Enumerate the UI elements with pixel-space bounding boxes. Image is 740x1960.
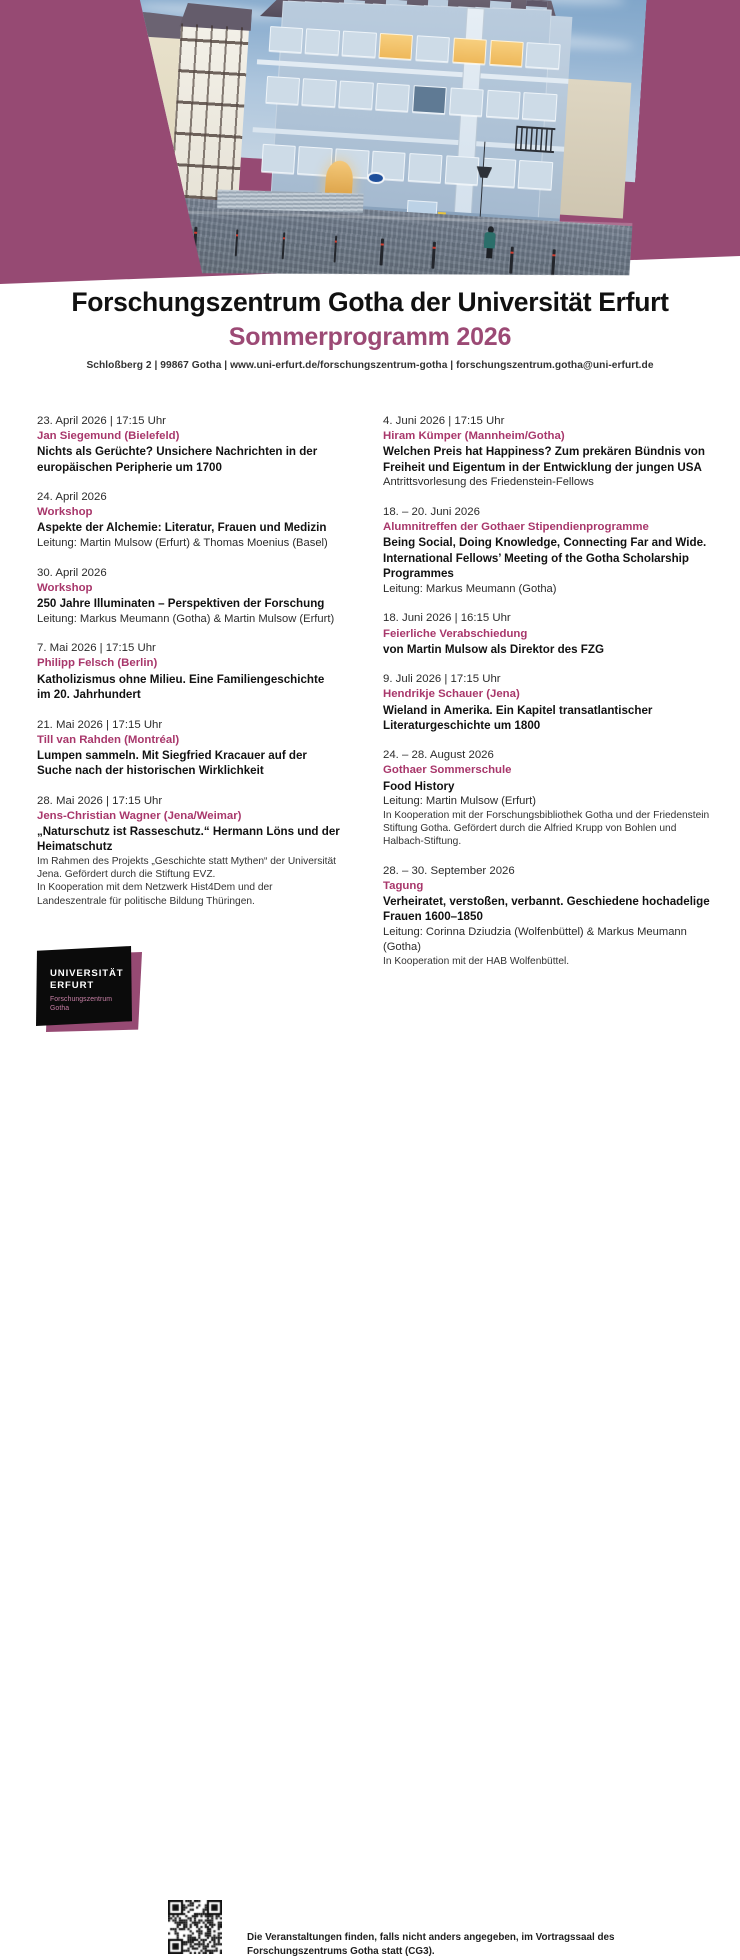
event-title: Lumpen sammeln. Mit Siegfried Kracauer auf der Suche nach der historischen Wirklichkeit — [37, 748, 307, 778]
event-date: 4. Juni 2026 | 17:15 Uhr — [383, 415, 505, 427]
event-entry — [37, 794, 340, 908]
event-title: Food History — [383, 779, 455, 793]
event-title: „Naturschutz ist Rasseschutz.“ Hermann Löns und der Heimatschutz — [37, 825, 340, 854]
event-lead: Leitung: Corinna Dziudzia (Wolfenbüttel) & Markus Meumann (Gotha) — [383, 925, 687, 953]
event-speaker: Feierliche Verabschiedung — [383, 627, 528, 640]
venue-note: Die Veranstaltungen finden, falls nicht anders angegeben, im Vortragssaal des Forschungszentrums Gotha statt (CG3). — [247, 1932, 615, 1958]
event-title: Katholizismus ohne Milieu. Eine Familiengeschichte im 20. Jahrhundert — [37, 672, 325, 702]
event-title: Verheiratet, verstoßen, verbannt. Geschiedene hochadelige Frauen 1600–1850 — [383, 895, 710, 924]
right-column — [350, 414, 740, 983]
title-block — [0, 284, 740, 371]
event-date: 28. Mai 2026 | 17:15 Uhr — [37, 794, 163, 807]
event-date: 24. – 28. August 2026 — [383, 749, 494, 762]
event-title: Aspekte der Alchemie: Literatur, Frauen und Medizin — [37, 521, 327, 535]
event-date: 21. Mai 2026 | 17:15 Uhr — [37, 718, 163, 731]
event-title: Wieland in Amerika. Ein Kapitel transatlantischer Literaturgeschichte um 1800 — [383, 703, 653, 732]
event-note: In Kooperation mit der Forschungsbibliothek Gotha und der Friedenstein Stiftung Gotha. Gefördert durch die Alfried Krupp von Bohlen und Halbach-Stiftung. — [383, 809, 710, 848]
footer — [0, 938, 740, 1958]
event-speaker: Jens-Christian Wagner (Jena/Weimar) — [37, 809, 242, 822]
event-speaker: Tagung — [383, 879, 424, 892]
event-speaker: Workshop — [37, 581, 93, 594]
university-logo[interactable] — [36, 946, 144, 1034]
event-title: von Martin Mulsow als Direktor des FZG — [383, 642, 604, 656]
event-lead: Leitung: Martin Mulsow (Erfurt) — [383, 795, 536, 808]
event-entry — [37, 641, 340, 702]
event-date: 9. Juli 2026 | 17:15 Uhr — [383, 673, 501, 686]
event-entry — [37, 718, 340, 779]
event-speaker: Jan Siegemund (Bielefeld) — [37, 430, 180, 443]
page-title: Forschungszentrum Gotha der Universität Erfurt — [71, 287, 669, 317]
event-entry — [37, 414, 340, 475]
event-entry — [383, 611, 718, 657]
event-note: Im Rahmen des Projekts „Geschichte statt Mythen“ der Universität Jena. Gefördert durch die Stiftung EVZ. In Kooperation mit dem Netzwerk Hist4Dem und der Landeszentrale für politische Bildung Thüringen. — [37, 855, 336, 907]
event-speaker: Hiram Kümper (Mannheim/Gotha) — [383, 430, 565, 443]
event-speaker: Philipp Felsch (Berlin) — [37, 657, 158, 670]
event-speaker: Gothaer Sommerschule — [383, 764, 512, 777]
event-date: 7. Mai 2026 | 17:15 Uhr — [37, 642, 156, 655]
event-date: 18. Juni 2026 | 16:15 Uhr — [383, 612, 511, 625]
event-lead: Antrittsvorlesung des Friedenstein-Fellows — [383, 476, 594, 489]
logo-university-line2: ERFURT — [50, 979, 95, 991]
event-note: In Kooperation mit der HAB Wolfenbüttel. — [383, 955, 570, 967]
event-title: Being Social, Doing Knowledge, Connecting Far and Wide. International Fellows’ Meeting of the Gotha Scholarship Programmes — [383, 536, 707, 581]
event-speaker: Hendrikje Schauer (Jena) — [383, 688, 520, 701]
event-lead: Leitung: Martin Mulsow (Erfurt) & Thomas Moenius (Basel) — [37, 536, 328, 549]
event-speaker: Alumnitreffen der Gothaer Stipendienprogramme — [383, 521, 649, 534]
event-entry — [37, 566, 340, 627]
event-date: 18. – 20. Juni 2026 — [383, 506, 480, 519]
hero-header — [0, 0, 740, 290]
event-entry — [383, 414, 718, 490]
event-lead: Leitung: Markus Meumann (Gotha) — [383, 582, 557, 595]
logo-institute-line2: Gotha — [50, 1005, 70, 1013]
event-title: Nichts als Gerüchte? Unsichere Nachrichten in der europäischen Peripherie um 1700 — [37, 445, 318, 474]
event-entry — [383, 748, 718, 848]
event-entry — [383, 672, 718, 733]
half-timbered-house — [171, 23, 249, 200]
event-lead: Leitung: Markus Meumann (Gotha) & Martin Mulsow (Erfurt) — [37, 612, 335, 625]
event-speaker: Till van Rahden (Montréal) — [37, 733, 180, 746]
event-title: 250 Jahre Illuminaten – Perspektiven der Forschung — [37, 597, 325, 611]
event-date: 24. April 2026 — [37, 491, 107, 504]
event-date: 30. April 2026 — [37, 566, 107, 579]
event-speaker: Workshop — [37, 506, 93, 519]
event-entry — [383, 505, 718, 596]
qr-code-icon[interactable] — [168, 1900, 222, 1954]
logo-university-line1: UNIVERSITÄT — [50, 968, 124, 979]
logo-institute-line1: Forschungszentrum — [50, 996, 113, 1004]
event-entry — [37, 490, 340, 551]
event-date: 28. – 30. September 2026 — [383, 864, 515, 877]
event-title: Welchen Preis hat Happiness? Zum prekären Bündnis von Freiheit und Eigentum in der Entwicklung der jungen USA — [383, 445, 705, 474]
event-date: 23. April 2026 | 17:15 Uhr — [37, 415, 166, 427]
contact-line: Schloßberg 2 | 99867 Gotha | www.uni-erfurt.de/forschungszentrum-gotha | forschungszentrum.gotha@uni-erfurt.de — [86, 360, 654, 372]
pedestrian — [484, 226, 497, 258]
programme-columns — [0, 414, 740, 983]
left-column — [0, 414, 350, 983]
page-subtitle: Sommerprogramm 2026 — [228, 322, 512, 351]
balcony — [515, 125, 556, 153]
